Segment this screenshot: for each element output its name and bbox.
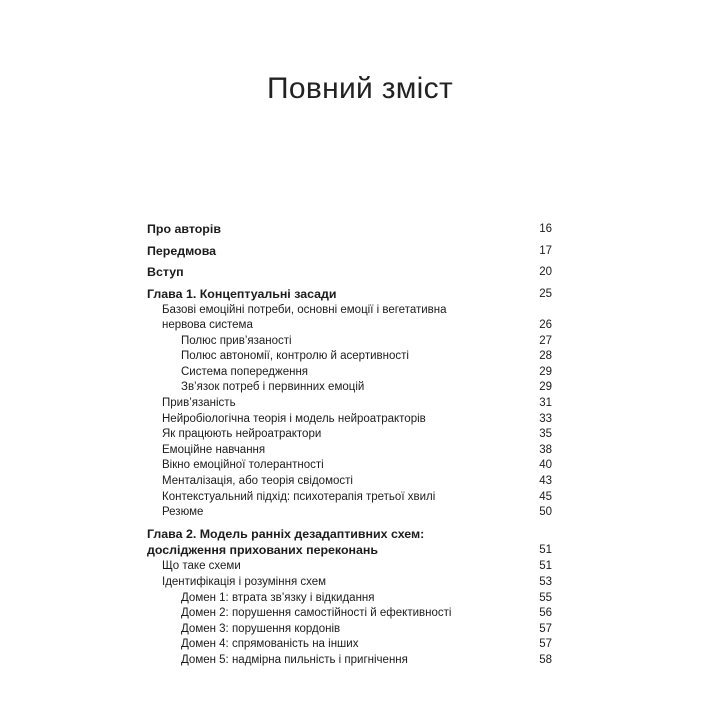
toc-entry-page: 38 <box>539 443 552 456</box>
toc-entry-foreword[interactable] <box>147 243 552 259</box>
toc-entry-title: Прив’язаність <box>162 397 236 410</box>
toc-entry-title: Як працюють нейроатрактори <box>162 428 322 441</box>
toc-entry-contextual-approach[interactable] <box>147 490 552 506</box>
toc-entry-page: 51 <box>539 544 552 557</box>
toc-entry-summary[interactable] <box>147 505 552 521</box>
toc-entry-attachment-pole[interactable] <box>147 334 552 350</box>
toc-entry-title: Менталізація, або теорія свідомості <box>162 475 353 488</box>
table-of-contents <box>147 221 552 668</box>
toc-entry-title: Про авторів <box>147 222 221 236</box>
toc-entry-page: 58 <box>539 653 552 666</box>
toc-entry-page: 50 <box>539 506 552 519</box>
toc-entry-page: 40 <box>539 459 552 472</box>
toc-entry-title: Вікно емоційної толерантності <box>162 459 324 472</box>
toc-entry-title: Резюме <box>162 506 204 519</box>
toc-entry-title: Вступ <box>147 265 184 279</box>
toc-entry-basic-needs[interactable] <box>147 303 552 334</box>
toc-entry-title: Нейробіологічна теорія і модель нейроатракторів <box>162 412 426 425</box>
toc-entry-page: 56 <box>539 607 552 620</box>
toc-entry-title: Система попередження <box>181 365 309 378</box>
toc-entry-title: Емоційне навчання <box>162 443 266 456</box>
toc-entry-emotional-learning[interactable] <box>147 443 552 459</box>
toc-entry-page: 53 <box>539 575 552 588</box>
toc-entry-title: Глава 2. Модель ранніх дезадаптивних схем: дослідження прихованих переконань <box>147 527 425 558</box>
toc-entry-autonomy-pole[interactable] <box>147 349 552 365</box>
toc-entry-title: Базові емоційні потреби, основні емоції і вегетативна нервова система <box>162 303 447 332</box>
toc-entry-page: 55 <box>539 591 552 604</box>
toc-entry-neuroattractors[interactable] <box>147 427 552 443</box>
toc-entry-title: Домен 3: порушення кордонів <box>181 622 341 635</box>
toc-entry-title: Передмова <box>147 243 217 258</box>
toc-entry-chapter-1[interactable] <box>147 286 552 302</box>
toc-entry-page: 17 <box>539 244 552 257</box>
toc-entry-about-authors[interactable] <box>147 221 552 237</box>
toc-entry-title: Ідентифікація і розуміння схем <box>162 575 327 588</box>
toc-entry-page: 45 <box>539 490 552 503</box>
toc-entry-attachment[interactable] <box>147 396 552 412</box>
toc-entry-title: Контекстуальний підхід: психотерапія третьої хвилі <box>162 490 436 503</box>
toc-entry-page: 20 <box>539 266 552 278</box>
toc-entry-page: 43 <box>539 475 552 488</box>
toc-entry-page: 51 <box>539 560 552 573</box>
toc-entry-needs-emotions-link[interactable] <box>147 380 552 396</box>
toc-entry-title: Полюс прив’язаності <box>181 334 292 347</box>
page-title: Повний зміст <box>267 72 453 105</box>
toc-entry-title: Домен 4: спрямованість на інших <box>181 638 359 651</box>
toc-entry-page: 31 <box>539 397 552 410</box>
toc-entry-title: Домен 1: втрата зв’язку і відкидання <box>181 591 375 604</box>
toc-entry-page: 29 <box>539 381 552 394</box>
toc-entry-tolerance-window[interactable] <box>147 458 552 474</box>
toc-entry-neuro-theory[interactable] <box>147 412 552 428</box>
toc-entry-page: 27 <box>539 334 552 347</box>
toc-entry-introduction[interactable] <box>147 264 552 280</box>
toc-entry-page: 57 <box>539 638 552 651</box>
toc-entry-page: 57 <box>539 622 552 635</box>
toc-entry-page: 35 <box>539 428 552 441</box>
toc-entry-title: Домен 5: надмірна пильність і пригнічення <box>181 653 408 666</box>
toc-entry-page: 28 <box>539 350 552 363</box>
toc-entry-title: Глава 1. Концептуальні засади <box>147 286 337 301</box>
toc-entry-page: 33 <box>539 412 552 425</box>
toc-entry-domain-4[interactable] <box>147 637 552 653</box>
toc-entry-schema-identification[interactable] <box>147 575 552 591</box>
toc-entry-mentalization[interactable] <box>147 474 552 490</box>
toc-entry-domain-3[interactable] <box>147 622 552 638</box>
toc-entry-page: 25 <box>539 287 552 300</box>
toc-entry-domain-5[interactable] <box>147 653 552 669</box>
toc-entry-chapter-2[interactable] <box>147 526 552 558</box>
toc-entry-title: Що таке схеми <box>162 560 241 573</box>
toc-entry-page: 26 <box>539 319 552 332</box>
toc-entry-domain-2[interactable] <box>147 606 552 622</box>
toc-entry-title: Домен 2: порушення самостійності й ефективності <box>181 607 452 620</box>
toc-entry-page: 16 <box>539 223 552 235</box>
toc-entry-title: Зв’язок потреб і первинних емоцій <box>181 381 365 394</box>
toc-entry-page: 29 <box>539 365 552 378</box>
toc-entry-title: Полюс автономії, контролю й асертивності <box>181 350 409 363</box>
toc-entry-warning-system[interactable] <box>147 365 552 381</box>
toc-entry-domain-1[interactable] <box>147 591 552 607</box>
toc-entry-what-are-schemas[interactable] <box>147 559 552 575</box>
